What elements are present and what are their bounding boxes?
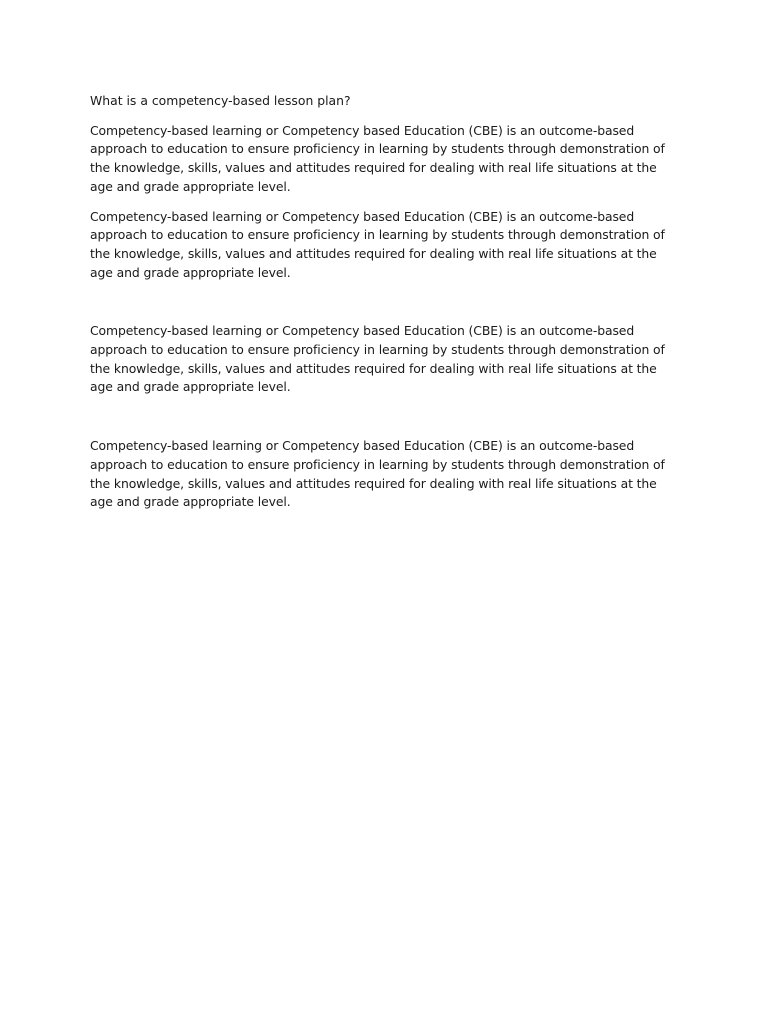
- spacer: [90, 197, 680, 208]
- spacer: [90, 282, 680, 322]
- paragraph-1: Competency-based learning or Competency based Education (CBE) is an outcome-based approach to education to ensure proficiency in learning by students through demonstration of the knowledge, skills, values and attitudes required for dealing with real life situations at the age and grade appropriate level.: [90, 122, 665, 194]
- document-body: [90, 92, 680, 512]
- paragraph-4: Competency-based learning or Competency based Education (CBE) is an outcome-based approach to education to ensure proficiency in learning by students through demonstration of the knowledge, skills, values and attitudes required for dealing with real life situations at the age and grade appropriate level.: [90, 438, 665, 510]
- spacer: [90, 397, 680, 437]
- spacer: [90, 111, 680, 122]
- paragraph-3: Competency-based learning or Competency based Education (CBE) is an outcome-based approach to education to ensure proficiency in learning by students through demonstration of the knowledge, skills, values and attitudes required for dealing with real life situations at the age and grade appropriate level.: [90, 323, 665, 395]
- paragraph-2: Competency-based learning or Competency based Education (CBE) is an outcome-based approach to education to ensure proficiency in learning by students through demonstration of the knowledge, skills, values and attitudes required for dealing with real life situations at the age and grade appropriate level.: [90, 208, 665, 280]
- document-question-heading: What is a competency-based lesson plan?: [90, 93, 351, 108]
